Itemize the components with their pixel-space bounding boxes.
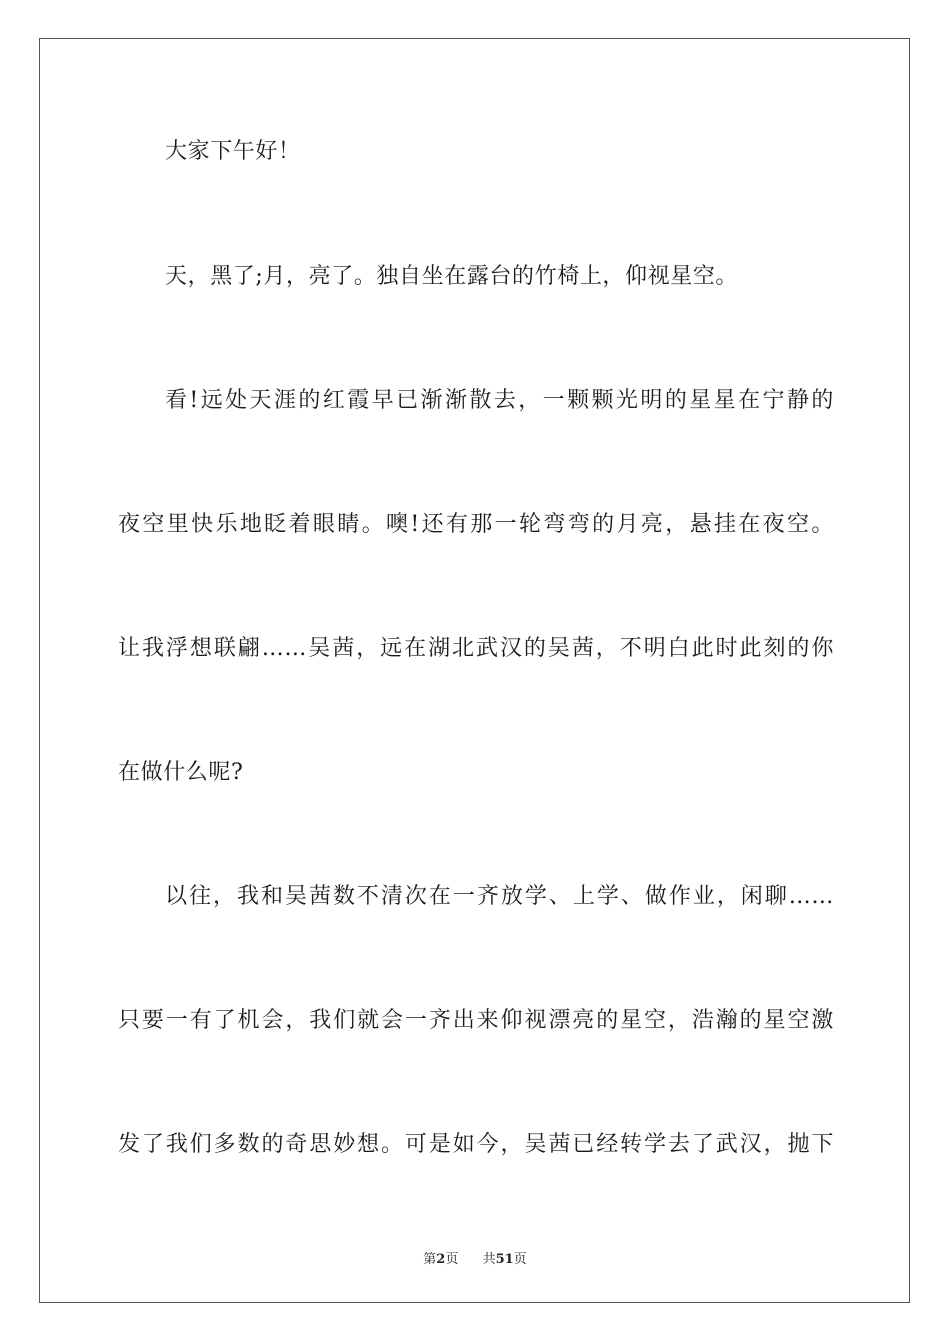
page-number: 2 <box>436 1252 446 1267</box>
paragraph-line: 在做什么呢? <box>118 760 244 785</box>
total-suffix: 页 <box>513 1252 527 1267</box>
total-prefix: 共 <box>482 1252 496 1267</box>
paragraph-line: 看!远处天涯的红霞早已渐渐散去，一颗颗光明的星星在宁静的 <box>165 388 834 413</box>
paragraph-line: 只要一有了机会，我们就会一齐出来仰视漂亮的星空，浩瀚的星空激 <box>118 1008 834 1033</box>
page-footer <box>0 1248 950 1267</box>
page-prefix: 第 <box>423 1252 437 1267</box>
paragraph-line: 天，黑了;月，亮了。独自坐在露台的竹椅上，仰视星空。 <box>165 264 739 289</box>
page-indicator <box>423 1248 458 1267</box>
paragraph-line: 以往，我和吴茜数不清次在一齐放学、上学、做作业，闲聊…… <box>165 884 834 909</box>
greeting-line: 大家下午好！ <box>165 139 301 164</box>
paragraph-line: 夜空里快乐地眨着眼睛。噢!还有那一轮弯弯的月亮，悬挂在夜空。 <box>118 512 834 537</box>
paragraph-line: 发了我们多数的奇思妙想。可是如今，吴茜已经转学去了武汉，抛下 <box>118 1132 834 1157</box>
total-pages: 51 <box>495 1252 514 1267</box>
paragraph-line: 让我浮想联翩……吴茜，远在湖北武汉的吴茜，不明白此时此刻的你 <box>118 636 834 661</box>
page-suffix: 页 <box>445 1252 459 1267</box>
page-border <box>39 38 910 1303</box>
total-pages-indicator <box>483 1248 527 1267</box>
